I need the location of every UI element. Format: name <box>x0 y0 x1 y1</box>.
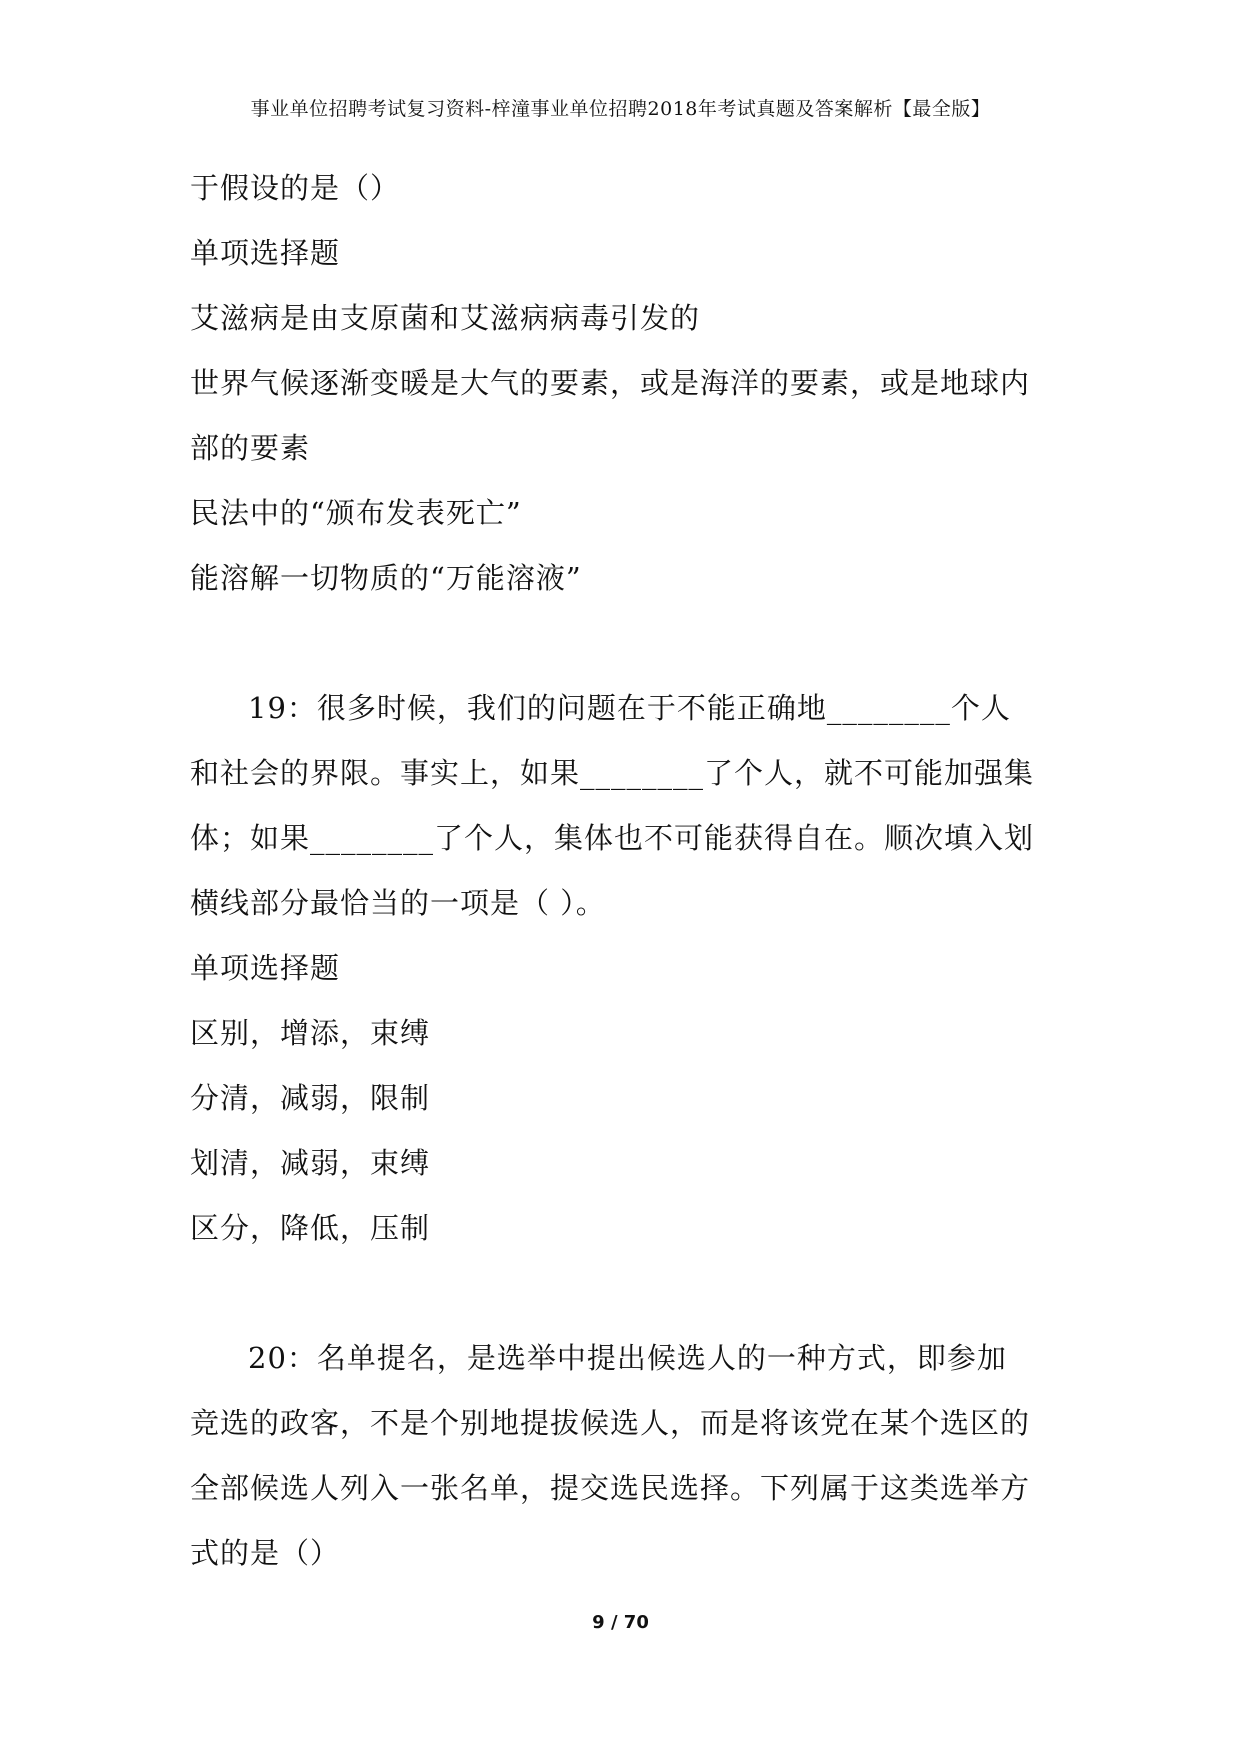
document-body <box>190 156 1060 1586</box>
question-19-line-3: 体；如果________了个人，集体也不可能获得自在。顺次填入划 <box>190 821 1035 855</box>
option-b-line-2: 部的要素 <box>190 431 311 465</box>
question-19-line-4: 横线部分最恰当的一项是（ ）。 <box>190 886 606 920</box>
option-d: 能溶解一切物质的“万能溶液” <box>190 561 582 595</box>
question-20-line-3: 全部候选人列入一张名单，提交选民选择。下列属于这类选举方 <box>190 1471 1031 1505</box>
spacer <box>190 611 1060 676</box>
spacer <box>190 1261 1060 1326</box>
question-20-line-1: 20：名单提名，是选举中提出候选人的一种方式，即参加 <box>248 1341 1007 1375</box>
question-19-option-d: 区分，降低，压制 <box>190 1211 431 1245</box>
question-19-option-a: 区别，增添，束缚 <box>190 1016 431 1050</box>
option-b-line-1: 世界气候逐渐变暖是大气的要素，或是海洋的要素，或是地球内 <box>190 366 1031 400</box>
question-19-type: 单项选择题 <box>190 951 341 985</box>
question-stem-tail: 于假设的是（） <box>190 171 401 205</box>
question-type: 单项选择题 <box>190 236 341 270</box>
page-header: 事业单位招聘考试复习资料-梓潼事业单位招聘2018年考试真题及答案解析【最全版】 <box>250 98 991 120</box>
question-19-line-1: 19：很多时候，我们的问题在于不能正确地________个人 <box>248 691 1011 725</box>
question-19-option-c: 划清，减弱，束缚 <box>190 1146 431 1180</box>
option-c: 民法中的“颁布发表死亡” <box>190 496 522 530</box>
question-20-line-4: 式的是（） <box>190 1536 341 1570</box>
option-a: 艾滋病是由支原菌和艾滋病病毒引发的 <box>190 301 701 335</box>
question-20-line-2: 竞选的政客，不是个别地提拔候选人，而是将该党在某个选区的 <box>190 1406 1031 1440</box>
question-19-option-b: 分清，减弱，限制 <box>190 1081 431 1115</box>
question-19-line-2: 和社会的界限。事实上，如果________了个人，就不可能加强集 <box>190 756 1035 790</box>
page-number: 9 / 70 <box>592 1612 649 1633</box>
